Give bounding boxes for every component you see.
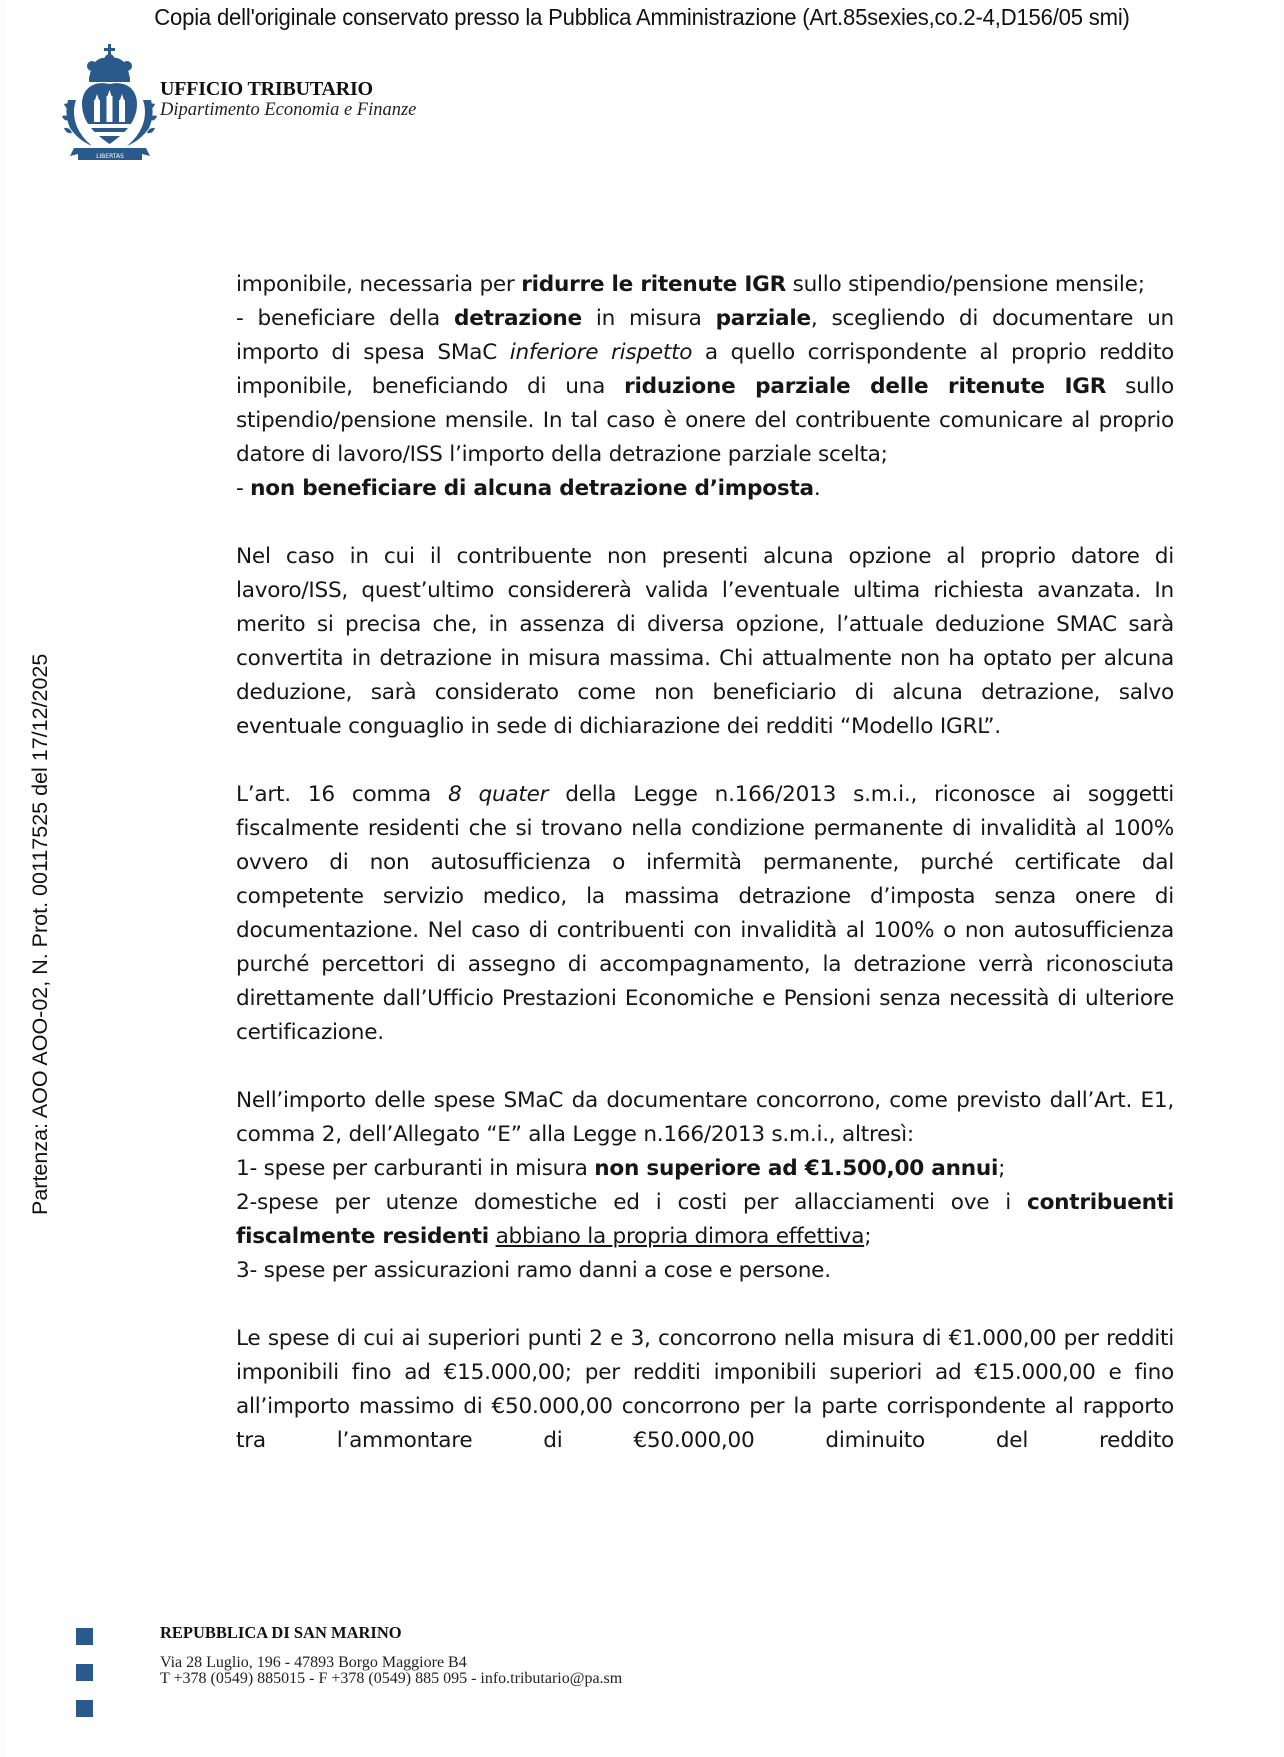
san-marino-emblem-icon xyxy=(62,44,158,162)
emphasis: non superiore ad €1.500,00 annui xyxy=(594,1156,999,1181)
list-item-insurance: 3- spese per assicurazioni ramo danni a cose e persone. xyxy=(236,1258,831,1283)
paragraph-invalidity: L’art. 16 comma 8 quater della Legge n.166/2013 s.m.i., riconosce ai soggetti fiscalmente residenti che si trovano nella condizione permanente di invalidità al 100% ovvero di non autosufficienza o infermità permanente, purché certificate dal competente servizio medico, la massima detrazione d’imposta senza onere di documentazione. Nel caso di contribuenti con invalidità al 100% o non autosufficienza purché percettori di assegno di accompagnamento, la detrazione verrà riconosciuta direttamente dall’Ufficio Prestazioni Economiche e Pensioni senza necessità di ulteriore certificazione. xyxy=(236,782,1174,1045)
emphasis: parziale xyxy=(715,306,811,331)
department-name: Dipartimento Economia e Finanze xyxy=(160,99,417,120)
list-item-fuel: 1- spese per carburanti in misura non superiore ad €1.500,00 annui; xyxy=(236,1156,1006,1181)
italic-phrase: inferiore rispetto xyxy=(509,340,693,365)
paragraph-option-full: imponibile, necessaria per ridurre le ritenute IGR sullo stipendio/pensione mensile; xyxy=(236,272,1145,297)
italic-phrase: 8 quater xyxy=(447,782,549,807)
list-item-utilities: 2-spese per utenze domestiche ed i costi per allacciamenti ove i contribuenti fiscalmente residenti abbiano la propria dimora effettiva; xyxy=(236,1190,1174,1249)
emphasis: detrazione xyxy=(453,306,582,331)
emphasis: contribuenti fiscalmente residenti xyxy=(236,1190,1174,1249)
office-heading xyxy=(160,78,416,121)
document-body xyxy=(236,268,1174,1458)
footer-bullet-icon xyxy=(76,1700,93,1717)
paragraph-option-partial: - beneficiare della detrazione in misura parziale, scegliendo di documentare un importo di spesa SMaC inferiore rispetto a quello corrispondente al proprio reddito imponibile, beneficiando di una riduzione parziale delle ritenute IGR sullo stipendio/pensione mensile. In tal caso è onere del contribuente comunicare al proprio datore di lavoro/ISS l’importo della detrazione parziale scelta; xyxy=(236,306,1175,467)
paragraph-option-none: - non beneficiare di alcuna detrazione d’imposta. xyxy=(236,476,821,501)
footer-country: REPUBBLICA DI SAN MARINO xyxy=(160,1623,402,1642)
copy-notice: Copia dell'originale conservato presso la Pubblica Amministrazione (Art.85sexies,co.2-4,D156/05 smi) xyxy=(154,4,1130,30)
footer-contact-block xyxy=(160,1623,622,1687)
protocol-stamp: Partenza: AOO AOO-02, N. Prot. 00117525 del 17/12/2025 xyxy=(28,653,52,1215)
footer-bullet-icon xyxy=(76,1664,93,1681)
paragraph-expense-limits: Le spese di cui ai superiori punti 2 e 3, concorrono nella misura di €1.000,00 per redditi imponibili fino ad €15.000,00; per redditi imponibili superiori ad €15.000,00 e fino all’importo massimo di €50.000,00 concorrono per la parte corrispondente al rapporto tra l’ammontare di €50.000,00 diminuito del reddito xyxy=(236,1326,1174,1453)
emphasis: non beneficiare di alcuna detrazione d’imposta xyxy=(250,476,814,501)
letterhead xyxy=(62,44,416,162)
emblem-motto: LIBERTAS xyxy=(96,153,124,160)
footer-bullet-icon xyxy=(76,1628,93,1645)
paragraph-default-option: Nel caso in cui il contribuente non presenti alcuna opzione al proprio datore di lavoro/ISS, quest’ultimo considererà valida l’eventuale ultima richiesta avanzata. In merito si precisa che, in assenza di diversa opzione, l’attuale deduzione SMAC sarà convertita in detrazione in misura massima. Chi attualmente non ha optato per alcuna deduzione, sarà considerato come non beneficiario di alcuna detrazione, salvo eventuale conguaglio in sede di dichiarazione dei redditi “Modello IGRL”. xyxy=(236,544,1174,739)
paragraph-smac-expenses-intro: Nell’importo delle spese SMaC da documentare concorrono, come previsto dall’Art. E1, comma 2, dell’Allegato “E” alla Legge n.166/2013 s.m.i., altresì: xyxy=(236,1088,1174,1147)
emphasis: ridurre le ritenute IGR xyxy=(521,272,786,297)
underlined-phrase: abbiano la propria dimora effettiva xyxy=(495,1224,865,1249)
office-name: UFFICIO TRIBUTARIO xyxy=(160,77,373,100)
emphasis: riduzione parziale delle ritenute IGR xyxy=(624,374,1107,399)
footer-address: Via 28 Luglio, 196 - 47893 Borgo Maggiore B4 xyxy=(160,1654,467,1671)
footer-contacts: T +378 (0549) 885015 - F +378 (0549) 885 095 - info.tributario@pa.sm xyxy=(160,1670,623,1687)
